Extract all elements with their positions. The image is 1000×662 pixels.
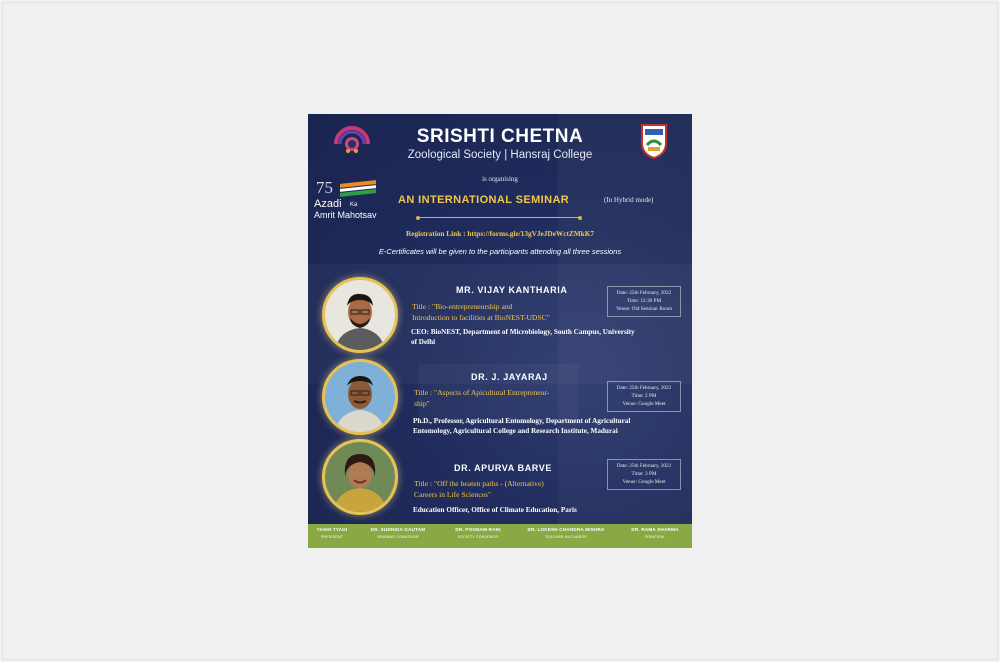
speaker-description	[411, 327, 691, 348]
speaker-description	[413, 416, 691, 437]
description-line: CEO: BioNEST, Department of Microbiology, South Campus, University	[411, 328, 635, 336]
organizer-name: YASHI TYAGI	[316, 527, 348, 532]
speaker-talk-title	[414, 387, 549, 409]
organizer-role: PRINCIPAL	[644, 535, 666, 539]
speaker-photo	[322, 359, 398, 435]
session-date: Date: 25th February, 2022	[616, 385, 672, 391]
description-line: Education Officer, Office of Climate Education, Paris	[413, 506, 577, 514]
speaker-name: DR. J. JAYARAJ	[471, 372, 548, 382]
poster-subtitle: Zoological Society | Hansraj College	[407, 149, 593, 161]
speaker-talk-title	[412, 301, 550, 323]
organizer-name: DR. LOKESH CHANDRA MISHRA	[527, 527, 605, 532]
organizer-role: SOCIETY CONVENOR	[457, 535, 499, 539]
seminar-poster	[308, 114, 692, 548]
talk-title-line: Title : "Aspects of Apicultural Entrepreneur-	[414, 388, 550, 397]
session-date: Date: 25th February, 2022	[616, 290, 672, 296]
organizer-entry	[442, 527, 514, 539]
session-info-box	[607, 459, 681, 490]
description-line: Entomology, Agricultural College and Research Institute, Madurai	[413, 427, 618, 436]
session-venue: Venue: Old Seminar Room	[615, 306, 673, 313]
organizer-name: DR. SUDHIDA GAUTAM	[370, 527, 426, 532]
speaker-talk-title	[414, 478, 544, 500]
organizer-entry	[620, 527, 690, 539]
talk-title-line: Introduction to facilities at BioNEST-UDSC"	[412, 313, 550, 322]
session-venue: Venue: Google Meet	[622, 479, 666, 486]
session-time: Time: 3 PM	[631, 471, 657, 478]
registration-link[interactable]: Registration Link : https://forms.gle/13gVJeJDeWctZMkK7	[405, 229, 595, 238]
azadi-line1: Azadi	[314, 198, 342, 210]
organizer-entry	[310, 527, 354, 539]
divider-line	[418, 217, 580, 218]
azadi-line2: Amrit Mahotsav	[314, 210, 377, 220]
talk-title-line: Careers in Life Sciences"	[414, 490, 492, 499]
organizer-role: PRESIDENT	[320, 535, 344, 539]
organizers-footer	[308, 524, 692, 548]
description-line: Ph.D., Professor, Agricultural Entomology, Department of Agricultural	[413, 417, 631, 425]
certificate-note: E-Certificates will be given to the participants attending all three sessions	[378, 247, 622, 256]
session-venue: Venue: Google Meet	[622, 401, 666, 408]
organizer-role: SEMINAR CONVENOR	[377, 535, 419, 539]
session-time: Time: 2 PM	[631, 393, 657, 400]
poster-title: SRISHTI CHETNA	[416, 126, 584, 147]
organizer-entry	[358, 527, 438, 539]
organizer-name: DR. POONAM RANI	[455, 527, 501, 532]
talk-title-line: ship"	[414, 399, 430, 408]
speaker-photo	[322, 277, 398, 353]
session-time: Time: 12:30 PM	[626, 298, 662, 305]
talk-title-line: Title : "Off the beaten paths - (Alternative)	[414, 479, 544, 488]
azadi-ka: Ka	[350, 202, 358, 208]
seminar-heading: AN INTERNATIONAL SEMINAR	[398, 194, 570, 206]
azadi-logo	[314, 178, 384, 226]
organizer-name: DR. RAMA SHARMA	[631, 527, 679, 532]
speaker-name: DR. APURVA BARVE	[454, 463, 552, 473]
speaker-description	[413, 505, 691, 515]
session-info-box	[607, 381, 681, 412]
divider-dot-icon	[578, 216, 582, 220]
speaker-photo	[322, 439, 398, 515]
azadi-number: 75	[316, 178, 333, 197]
seminar-mode: (In Hybrid mode)	[604, 196, 654, 204]
organizer-role: TEACHER-IN-CHARGE	[545, 535, 587, 539]
session-info-box	[607, 286, 681, 317]
organizer-entry	[516, 527, 616, 539]
organising-text: is organising	[482, 175, 518, 183]
speaker-name: MR. VIJAY KANTHARIA	[456, 285, 568, 295]
description-line: of Delhi	[411, 338, 436, 347]
session-date: Date: 25th February, 2022	[616, 463, 672, 469]
talk-title-line: Title : "Bio-entrepreneurship and	[412, 302, 513, 311]
